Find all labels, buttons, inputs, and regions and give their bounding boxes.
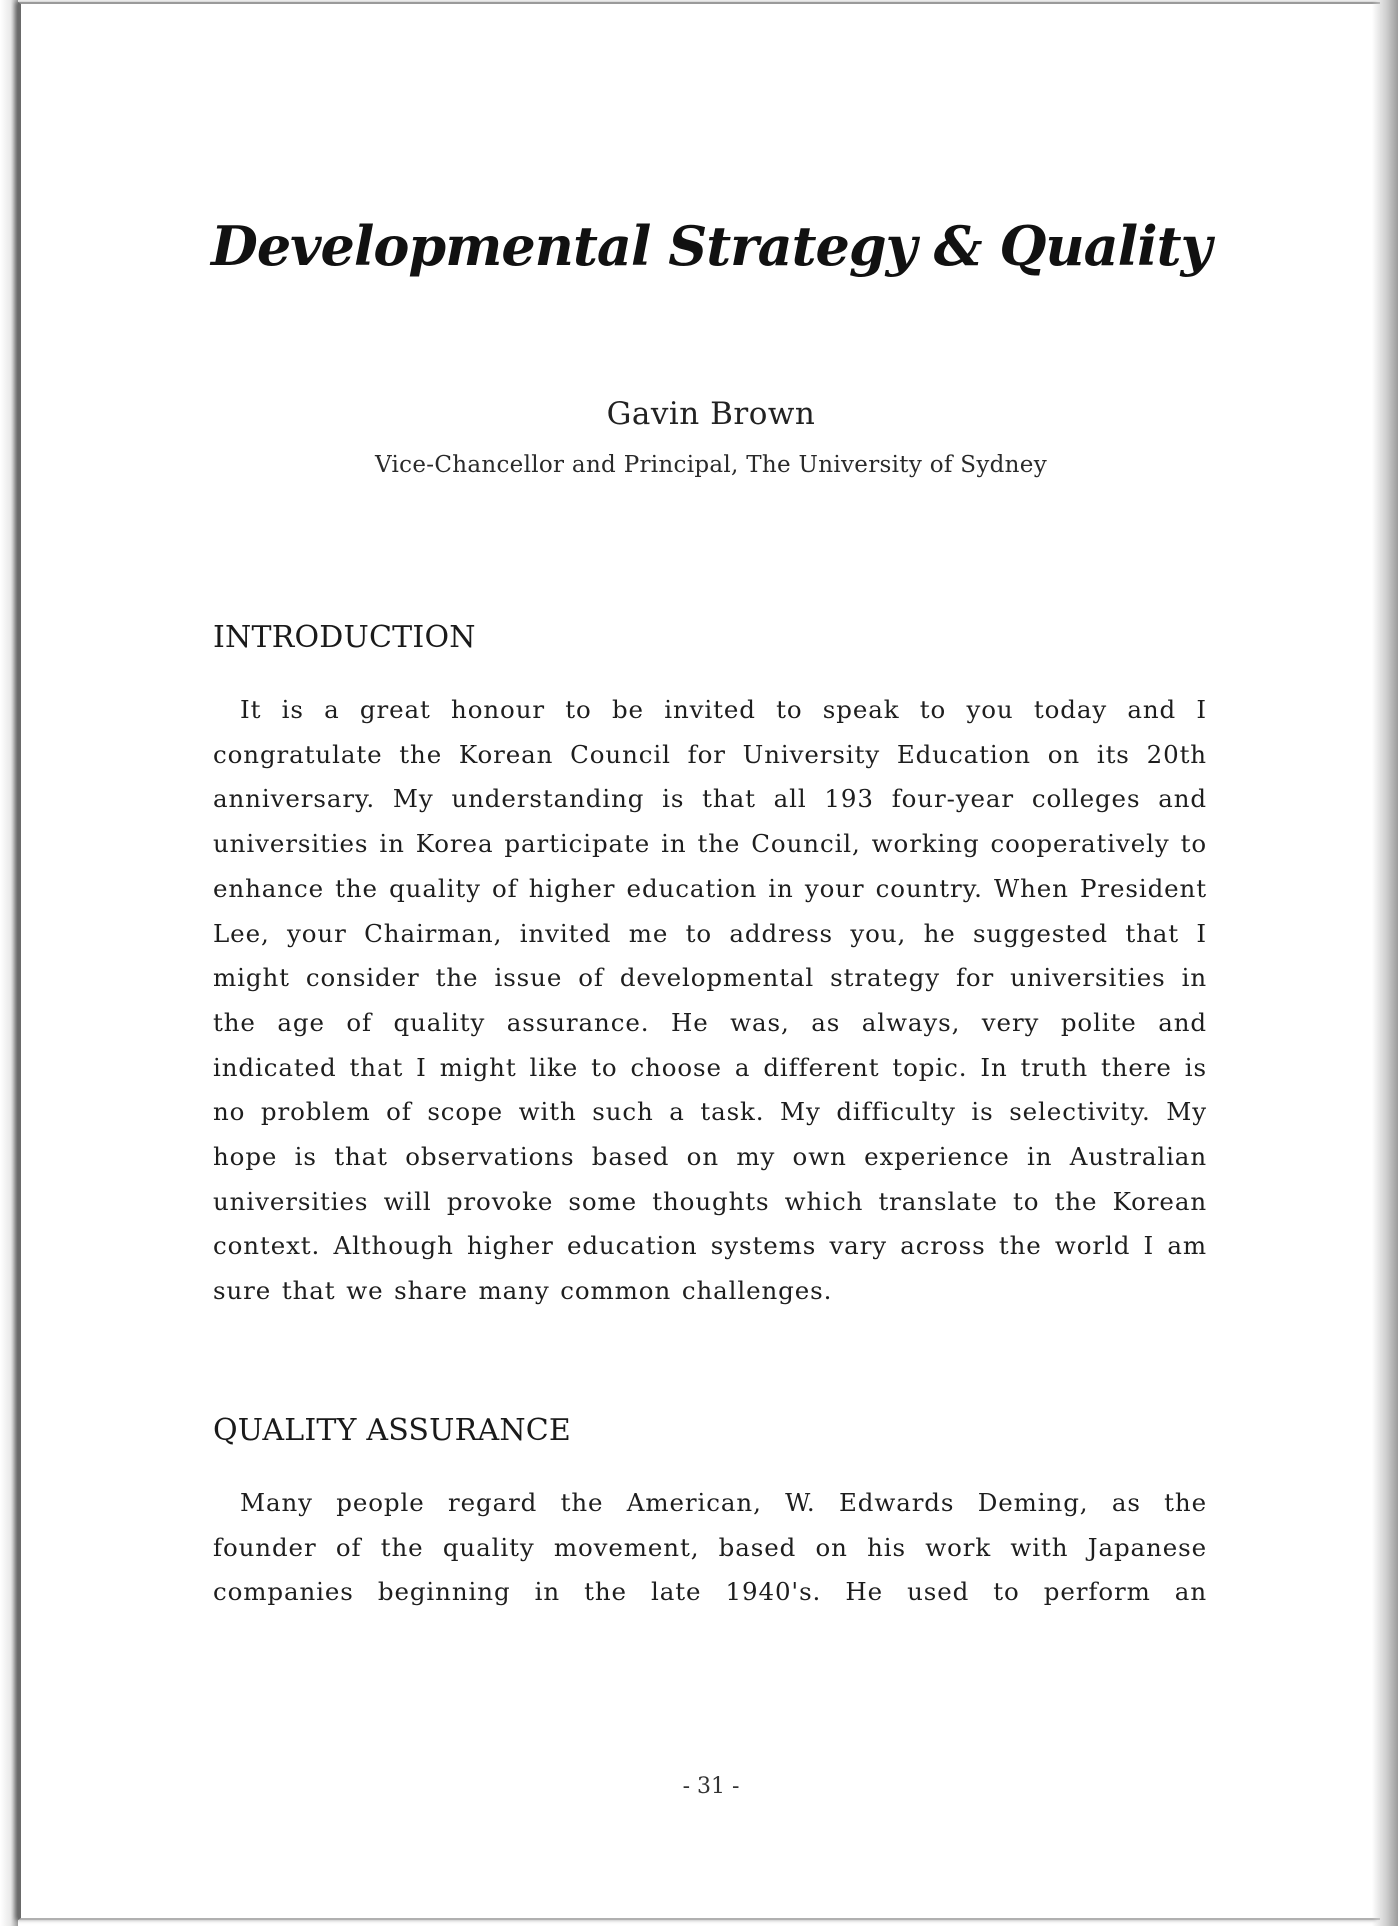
author-affiliation: Vice-Chancellor and Principal, The University of Sydney (375, 452, 1047, 478)
page-number: - 31 - (682, 1774, 740, 1799)
section-heading-quality-assurance: QUALITY ASSURANCE (213, 1413, 572, 1448)
section-body-quality-assurance: Many people regard the American, W. Edwards Deming, as the founder of the quality movement, based on his work with Japanese companies beginning in the late 1940's. He used to perform an (213, 1488, 1207, 1607)
document-title: Developmental Strategy & Quality (210, 214, 1211, 278)
author-name: Gavin Brown (606, 396, 816, 432)
section-heading-introduction: INTRODUCTION (213, 620, 476, 655)
page-left-edge-shadow (0, 0, 18, 1926)
section-body-introduction: It is a great honour to be invited to speak to you today and I congratulate the Korean Council for University Education on its 20th anniversary. My understanding is that all 193 four-year colleges and universities in Korea participate in the Council, working cooperatively to enhance the quality of higher education in your country. When President Lee, your Chairman, invited me to address you, he suggested that I might consider the issue of developmental strategy for universities in the age of quality assurance. He was, as always, very polite and indicated that I might like to choose a different topic. In truth there is no problem of scope with such a task. My difficulty is selectivity. My hope is that observations based on my own experience in Australian universities will provoke some thoughts which translate to the Korean context. Although higher education systems vary across the world I am sure that we share many common challenges. (213, 695, 1207, 1306)
page-right-edge-shadow (1372, 0, 1398, 1926)
